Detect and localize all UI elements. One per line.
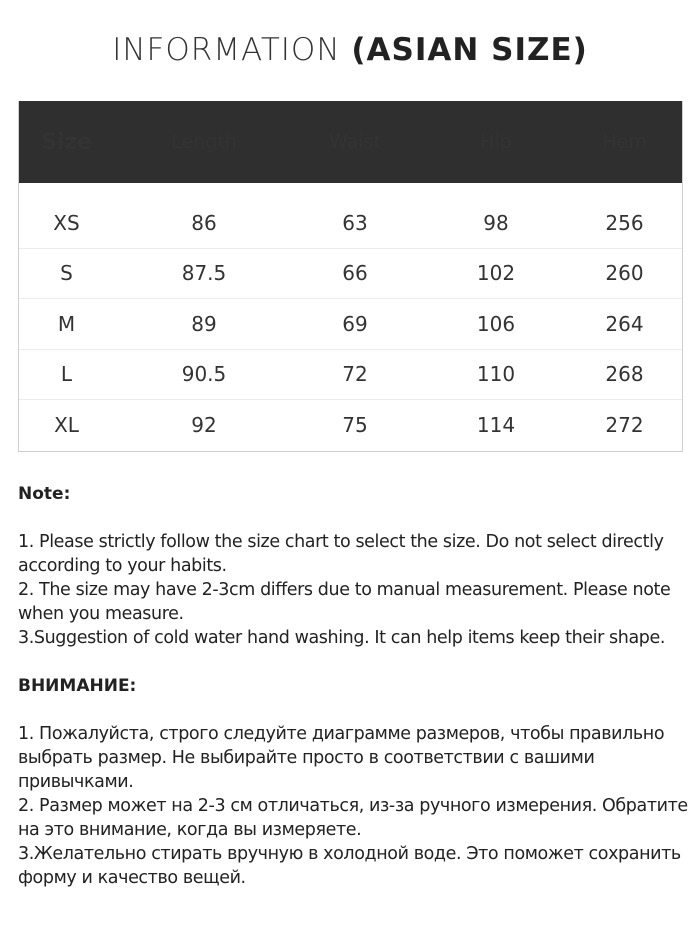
cell-waist: 66 (342, 261, 368, 286)
notes-section (18, 482, 688, 890)
title-light: INFORMATION (112, 32, 341, 68)
cell-hip: 110 (476, 362, 516, 387)
table-row (19, 198, 682, 249)
cell-hem: 272 (605, 413, 644, 438)
note-ru-item: 1. Пожалуйста, строго следуйте диаграмме размеров, чтобы правильно выбрать размер. Не выбирайте просто в соответствии с вашими привычками. (18, 724, 665, 792)
cell-length: 86 (191, 210, 217, 235)
cell-length: 89 (191, 311, 217, 336)
table-row (19, 400, 682, 451)
cell-length: 90.5 (181, 362, 227, 387)
cell-hip: 106 (476, 311, 516, 336)
page-title (0, 32, 700, 68)
cell-hem: 268 (605, 362, 644, 387)
header-size: Size (40, 129, 93, 155)
header-length: Length (171, 131, 237, 153)
cell-hip: 114 (476, 413, 516, 438)
size-table (18, 101, 683, 452)
note-ru-item: 2. Размер может на 2-3 см отличаться, из-за ручного измерения. Обратите на это внимание, когда вы измеряете. (18, 796, 688, 840)
cell-waist: 75 (342, 413, 368, 438)
note-en-heading: Note: (18, 484, 71, 504)
table-header (19, 101, 682, 183)
table-row (19, 249, 682, 300)
note-en-item: 2. The size may have 2-3cm differs due to manual measurement. Please note when you measure. (18, 580, 671, 624)
cell-size: XS (53, 210, 80, 235)
header-hip: Hip (480, 131, 512, 153)
cell-length: 92 (191, 413, 217, 438)
header-hem: Hem (602, 131, 647, 153)
note-ru-heading: ВНИМАНИЕ: (18, 676, 137, 696)
cell-size: L (60, 362, 73, 387)
cell-waist: 63 (342, 210, 368, 235)
cell-size: XL (54, 413, 79, 438)
note-en-item: 3.Suggestion of cold water hand washing. It can help items keep their shape. (18, 628, 666, 648)
cell-hem: 260 (605, 261, 644, 286)
spacer (18, 650, 688, 674)
cell-hem: 264 (605, 311, 644, 336)
table-body (19, 183, 682, 451)
header-waist: Waist (329, 131, 381, 153)
cell-hem: 256 (605, 210, 644, 235)
cell-size: S (60, 261, 73, 286)
note-en-item: 1. Please strictly follow the size chart to select the size. Do not select directly according to your habits. (18, 532, 664, 576)
cell-waist: 72 (342, 362, 368, 387)
title-bold: (ASIAN SIZE) (351, 32, 588, 68)
cell-hip: 98 (483, 210, 509, 235)
table-row (19, 350, 682, 401)
cell-waist: 69 (342, 311, 368, 336)
cell-hip: 102 (476, 261, 516, 286)
cell-length: 87.5 (181, 261, 227, 286)
cell-size: M (57, 311, 76, 336)
table-row (19, 299, 682, 350)
note-ru-item: 3.Желательно стирать вручную в холодной воде. Это поможет сохранить форму и качество вещей. (18, 844, 681, 888)
